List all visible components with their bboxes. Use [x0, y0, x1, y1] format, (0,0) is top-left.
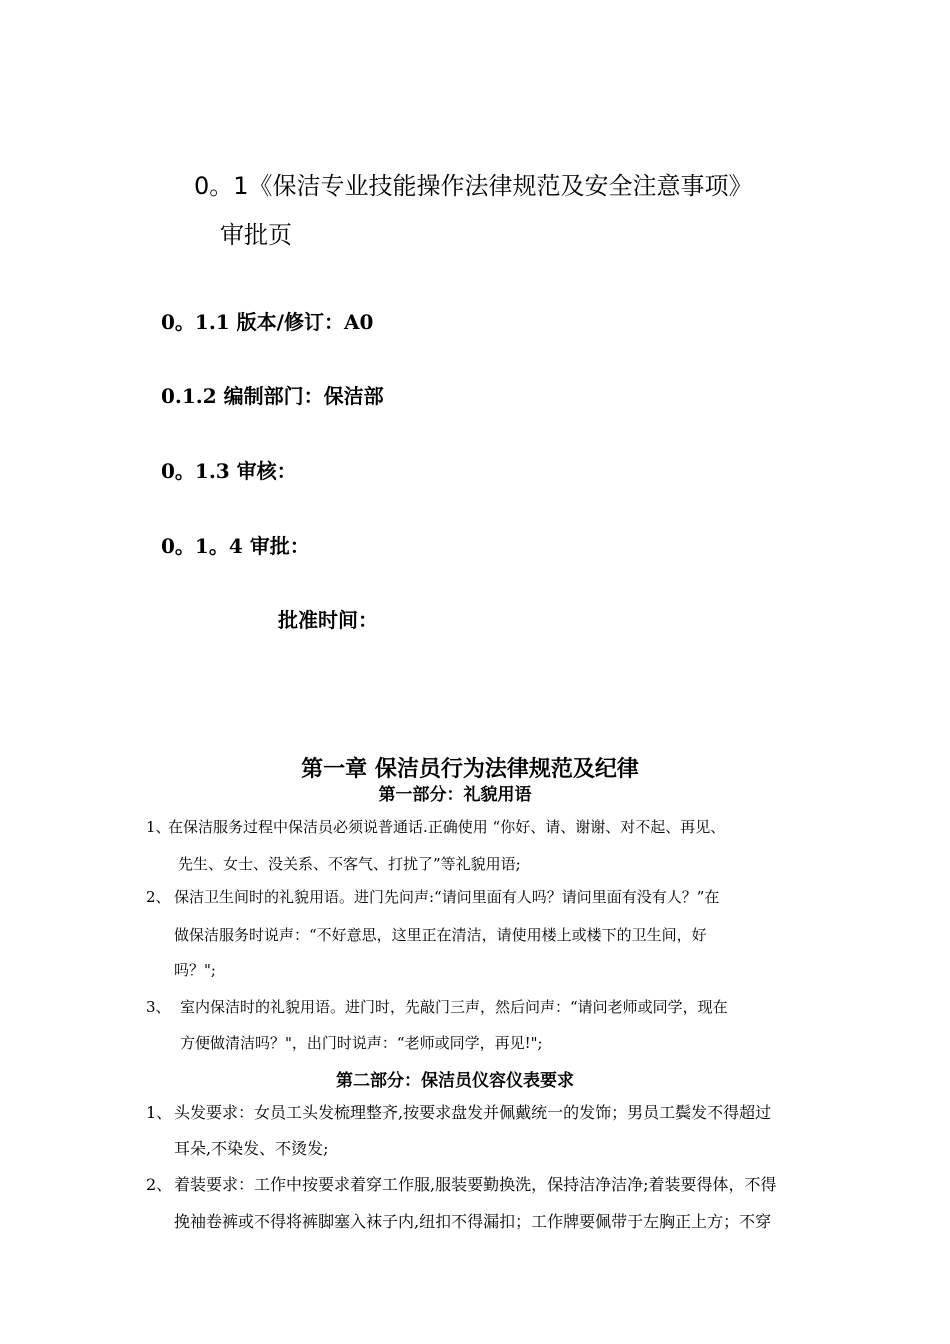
part1-item2-line1: 保洁卫生间时的礼貌用语。进门先问声:“请问里面有人吗？请问里面有没有人？”在 [174, 888, 720, 906]
part2-item2-line2: 挽袖卷裤或不得将裤脚塞入袜子内,纽扣不得漏扣；工作牌要佩带于左胸正上方；不穿 [174, 1212, 772, 1231]
part2-item1-line2: 耳朵,不染发、不烫发; [174, 1139, 329, 1158]
part2-item1-number: 1、 [146, 1103, 173, 1122]
part1-item1-line1: 在保洁服务过程中保洁员必须说普通话.正确使用 “你好、请、谢谢、对不起、再见、 [168, 818, 726, 836]
document-subtitle: 审批页 [220, 221, 292, 249]
part1-item2-number: 2、 [146, 888, 171, 906]
department-line: 0.1.2 编制部门：保洁部 [161, 384, 384, 408]
part1-item3-line2: 方便做清洁吗？"，出门时说声：“老师或同学，再见!"; [180, 1034, 543, 1052]
part1-item2-line2: 做保洁服务时说声：“不好意思，这里正在清洁，请使用楼上或楼下的卫生间，好 [174, 926, 707, 944]
part1-title: 第一部分：礼貌用语 [378, 785, 532, 805]
part1-item3-line1: 室内保洁时的礼貌用语。进门时，先敲门三声，然后问声：“请问老师或同学，现在 [180, 998, 728, 1016]
part2-title: 第二部分：保洁员仪容仪表要求 [336, 1071, 574, 1091]
part2-item1-line1: 头发要求：女员工头发梳理整齐,按要求盘发并佩戴统一的发饰；男员工鬓发不得超过 [174, 1103, 772, 1122]
document-title: 0。1《保洁专业技能操作法律规范及安全注意事项》 [194, 172, 753, 200]
part2-item2-number: 2、 [146, 1175, 173, 1194]
approval-line: 0。1。4 审批： [161, 534, 310, 558]
part1-item1-line2: 先生、女士、没关系、不客气、打扰了”等礼貌用语; [178, 855, 521, 873]
part1-item2-line3: 吗？"; [174, 961, 216, 979]
part2-item2-line1: 着装要求：工作中按要求着穿工作服,服装要勤换洗，保持洁净洁净;着装要得体，不得 [174, 1175, 777, 1194]
version-line: 0。1.1 版本/修订：A0 [161, 310, 374, 334]
part1-item3-number: 3、 [146, 998, 171, 1016]
part1-item1-number: 1、 [146, 818, 171, 836]
approval-time-line: 批准时间： [278, 608, 378, 632]
chapter-title: 第一章 保洁员行为法律规范及纪律 [301, 757, 639, 782]
review-line: 0。1.3 审核： [161, 459, 297, 483]
